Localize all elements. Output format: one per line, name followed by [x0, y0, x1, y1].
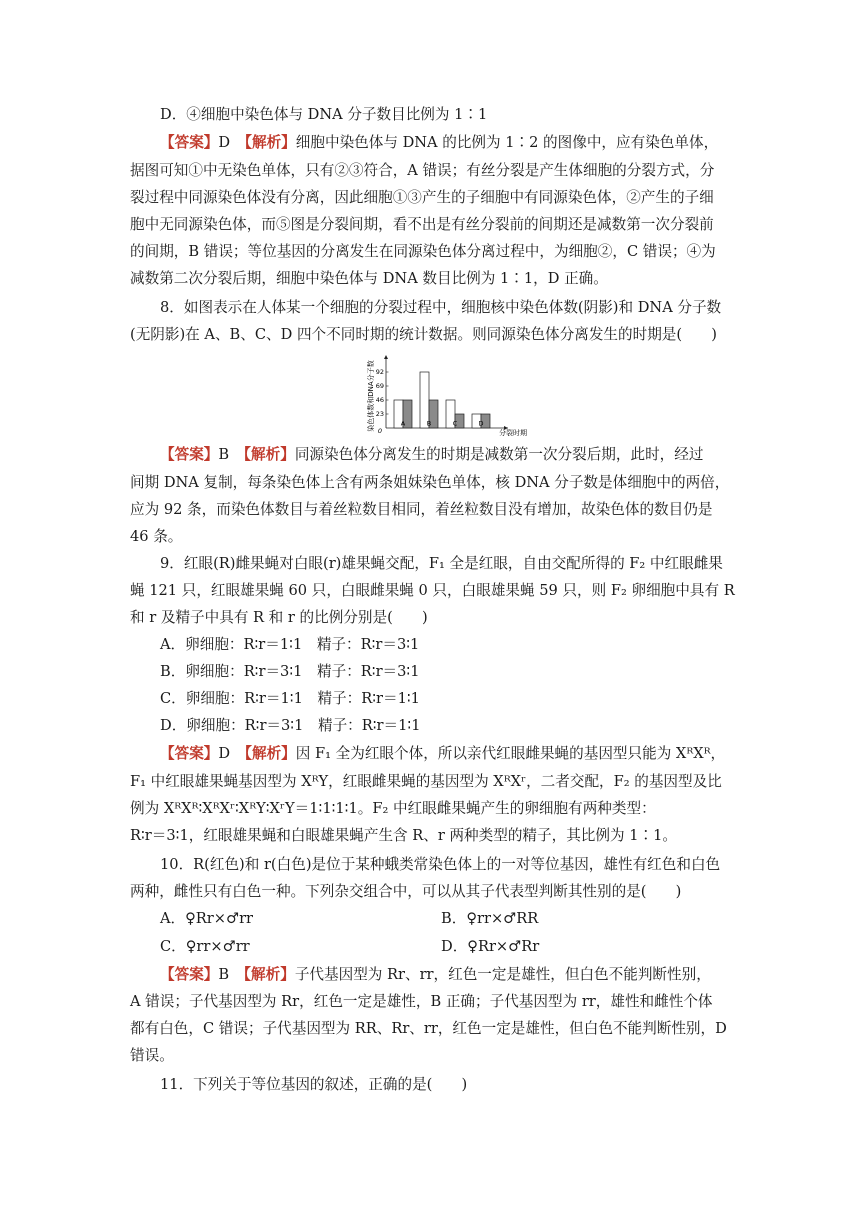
analysis-text: 同源染色体分离发生的时期是减数第一次分裂后期，此时，经过 [294, 446, 704, 463]
answer-tag: 【答案】 [160, 446, 219, 463]
answer-letter: B [218, 966, 230, 983]
answer-tag: 【答案】 [160, 134, 219, 151]
q10-option-c: C．♀rr×♂rr [160, 938, 250, 955]
q10-option-d: D．♀Rr×♂Rr [441, 938, 540, 955]
q8-answer-line [160, 445, 703, 465]
analysis-tag: 【解析】 [244, 134, 296, 151]
chart-bars [394, 372, 490, 428]
category-label: A [400, 419, 406, 428]
q7-analysis-line: 的间期，B 错误；等位基因的分离发生在同源染色体分离过程中，为细胞②，C 错误；④为 [130, 243, 716, 260]
q9-option-a: A．卵细胞：R∶r＝1∶1 精子：R∶r＝3∶1 [160, 636, 420, 653]
category-label: D [478, 419, 484, 428]
answer-tag: 【答案】 [160, 966, 219, 983]
q9-option-d: D．卵细胞：R∶r＝3∶1 精子：R∶r＝1∶1 [160, 717, 421, 734]
q10-analysis-line: 错误。 [130, 1047, 174, 1064]
q9-analysis-line: F₁ 中红眼雄果蝇基因型为 XᴿY，红眼雌果蝇的基因型为 XᴿXʳ，二者交配，F₂ 的基因型及比 [130, 773, 722, 790]
analysis-text: 因 F₁ 全为红眼个体，所以亲代红眼雌果蝇的基因型只能为 XᴿXᴿ， [295, 745, 726, 762]
chart-ticks [376, 368, 389, 418]
analysis-tag: 【解析】 [243, 966, 295, 983]
q10-analysis-line: 都有白色，C 错误；子代基因型为 RR、Rr、rr，红色一定是雄性，但白色不能判断性别，D [130, 1020, 727, 1037]
q10-option-a: A．♀Rr×♂rr [160, 910, 254, 927]
q9-option-c: C．卵细胞：R∶r＝1∶1 精子：R∶r＝1∶1 [160, 690, 420, 707]
category-label: B [426, 419, 432, 428]
q8-analysis-line: 应为 92 条，而染色体数目与着丝粒数目相同，着丝粒数目没有增加，故染色体的数目仍是 [130, 501, 713, 518]
q7-answer-line [160, 133, 718, 153]
q8-analysis-line: 间期 DNA 复制，每条染色体上含有两条姐妹染色单体，核 DNA 分子数是体细胞中的两倍， [130, 474, 730, 491]
category-label: C [452, 419, 458, 428]
y-tick-label: 23 [375, 410, 384, 419]
q9-stem: 9．红眼(R)雌果蝇对白眼(r)雄果蝇交配，F₁ 全是红眼，自由交配所得的 F₂ 中红眼雌果 [160, 555, 723, 572]
analysis-tag: 【解析】 [244, 745, 296, 762]
chart-xlabel: 分裂时期 [499, 429, 527, 437]
q9-answer-line [160, 744, 725, 764]
q10-analysis-line: A 错误；子代基因型为 Rr，红色一定是雄性，B 正确；子代基因型为 rr，雄性和雌性个体 [130, 993, 713, 1010]
q10-stem: 两种，雌性只有白色一种。下列杂交组合中，可以从其子代表型判断其性别的是( ) [130, 883, 682, 900]
q9-analysis-line: R∶r＝3∶1，红眼雄果蝇和白眼雄果蝇产生含 R、r 两种类型的精子，其比例为 1∶1。 [130, 827, 677, 844]
q7-analysis-line: 裂过程中同源染色体没有分离，因此细胞①③产生的子细胞中有同源染色体，②产生的子细 [130, 189, 714, 206]
q8-stem: 8．如图表示在人体某一个细胞的分裂过程中，细胞核中染色体数(阴影)和 DNA 分子数 [160, 299, 722, 316]
q10-stem: 10．R(红色)和 r(白色)是位于某种蛾类常染色体上的一对等位基因，雄性有红色和白色 [160, 856, 721, 873]
y-tick-label: 69 [375, 382, 384, 391]
q7-option-d: D．④细胞中染色体与 DNA 分子数目比例为 1∶1 [160, 106, 488, 123]
answer-letter: D [218, 745, 231, 762]
analysis-text: 细胞中染色体与 DNA 的比例为 1∶2 的图像中，应有染色单体， [295, 134, 719, 151]
q7-analysis-line: 据图可知①中无染色单体，只有②③符合，A 错误；有丝分裂是产生体细胞的分裂方式，分 [130, 162, 715, 179]
q7-analysis-line: 减数第二次分裂后期，细胞中染色体与 DNA 数目比例为 1∶1，D 正确。 [130, 270, 608, 287]
chart-ylabel: 染色体数和DNA分子数 [367, 360, 375, 432]
analysis-text: 子代基因型为 Rr、rr，红色一定是雄性，但白色不能判断性别， [294, 966, 711, 983]
q9-stem: 和 r 及精子中具有 R 和 r 的比例分别是( ) [130, 609, 428, 626]
q8-stem: (无阴影)在 A、B、C、D 四个不同时期的统计数据。则同源染色体分离发生的时期是( ) [130, 326, 717, 343]
y-axis-arrow [384, 355, 388, 359]
q10-answer-line [160, 965, 711, 985]
q8-analysis-line: 46 条。 [130, 528, 183, 545]
analysis-tag: 【解析】 [243, 446, 295, 463]
answer-letter: D [218, 134, 231, 151]
chart-categories [401, 420, 484, 428]
answer-letter: B [218, 446, 230, 463]
q11-stem: 11．下列关于等位基因的叙述，正确的是( ) [160, 1076, 468, 1093]
y-tick-label: 92 [375, 368, 384, 377]
q7-analysis-line: 胞中无同源染色体，而⑤图是分裂间期，看不出是有丝分裂前的间期还是减数第一次分裂前 [130, 216, 714, 233]
q9-option-b: B．卵细胞：R∶r＝3∶1 精子：R∶r＝3∶1 [160, 663, 420, 680]
y-tick-label: 46 [375, 396, 384, 405]
q10-option-b: B．♀rr×♂RR [441, 910, 539, 927]
q9-stem: 蝇 121 只，红眼雄果蝇 60 只，白眼雌果蝇 0 只，白眼雄果蝇 59 只，则 F₂ 卵细胞中具有 R [130, 582, 735, 599]
chromosome-dna-bar-chart [358, 350, 538, 440]
q9-analysis-line: 例为 XᴿXᴿ∶XᴿXʳ∶XᴿY∶XʳY＝1∶1∶1∶1。F₂ 中红眼雌果蝇产生的卵细胞有两种类型： [130, 800, 656, 817]
answer-tag: 【答案】 [160, 745, 219, 762]
chart-origin-label: 0 [377, 427, 382, 435]
